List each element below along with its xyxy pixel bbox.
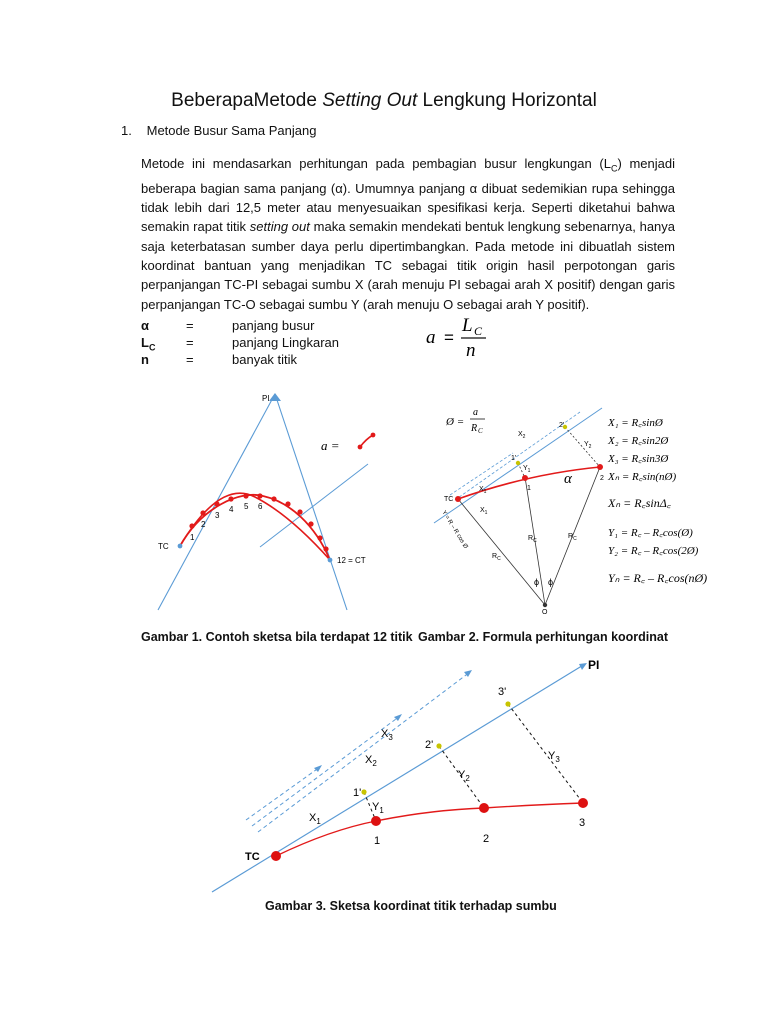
figure-3-sketch	[200, 655, 620, 900]
label-rc: $R_C$	[528, 535, 537, 544]
label-y1: $Y_1$	[372, 801, 384, 815]
center-point	[543, 603, 547, 607]
curve-point	[317, 535, 322, 540]
label-alpha: α	[564, 471, 572, 487]
formula-numerator-sub: C	[474, 324, 483, 338]
label-rc: $R_C$	[568, 533, 577, 542]
label-y1: $Y_1$	[523, 465, 531, 474]
formula-x1: X₁ = R꜀sinØ	[608, 417, 663, 429]
curve-point	[578, 798, 588, 808]
label-y3: $Y_3$	[548, 750, 560, 764]
formula-arc-length	[420, 310, 520, 362]
label-phi: ϕ	[548, 577, 554, 587]
point-label: 2	[483, 833, 490, 845]
tangent-point	[436, 743, 441, 748]
x3-arrow	[258, 672, 470, 832]
label-x1: $X_1$	[309, 812, 321, 826]
curve-point	[285, 501, 290, 506]
point-label: 4	[229, 505, 234, 514]
curve-point	[243, 493, 248, 498]
prime-label: 3'	[498, 686, 507, 698]
formula-equals: =	[444, 328, 454, 347]
label-x1: $X_1$	[479, 486, 487, 495]
phi-def-lhs: Ø =	[446, 416, 465, 428]
definition-text: panjang busur	[232, 318, 315, 333]
curve-point	[271, 496, 276, 501]
curve-point	[200, 510, 205, 515]
label-y2: $Y_2$	[458, 769, 470, 783]
label-point-1-prime: 1'	[511, 455, 517, 462]
label-y-axis: Y = R – R cos Ø	[440, 509, 469, 550]
point-label: 6	[258, 502, 263, 511]
tc-point	[178, 544, 183, 549]
y3-offset	[508, 704, 583, 803]
formula-denominator: n	[466, 340, 476, 361]
definition-equals: =	[186, 318, 194, 333]
y2-offset	[565, 427, 600, 467]
caption-figure-2: Gambar 2. Formula perhitungan koordinat	[418, 630, 669, 644]
prime-label: 1'	[353, 787, 362, 799]
definition-equals: =	[186, 352, 194, 367]
curve-point	[214, 501, 219, 506]
section-title: Metode Busur Sama Panjang	[146, 123, 317, 138]
point-label: 3	[215, 511, 220, 520]
curve-point	[228, 496, 233, 501]
curve-point	[308, 521, 313, 526]
alpha-arc-icon	[371, 433, 376, 438]
definition-symbol: $L_C$	[141, 335, 156, 353]
formula-x2: X₂ = R꜀sin2Ø	[608, 435, 669, 447]
pi-marker-icon	[269, 393, 281, 401]
caption-figure-3: Gambar 3. Sketsa koordinat titik terhadap sumbu	[265, 899, 557, 913]
formula-xn-delta: Xₙ = R꜀sinΔ꜀	[608, 496, 671, 510]
tangent-point	[505, 701, 510, 706]
section-heading	[121, 123, 316, 138]
formula-lhs: a	[426, 327, 436, 348]
formula-yn: Yₙ = R꜀ – R꜀cos(nØ)	[608, 571, 708, 585]
label-tc: TC	[245, 851, 260, 863]
formula-xn: Xₙ = R꜀sin(nØ)	[608, 471, 677, 483]
label-ct: 12 = CT	[337, 556, 366, 565]
formula-numerator: L	[462, 315, 473, 336]
label-point-2-prime: 2'	[559, 422, 565, 429]
label-y2: $Y_2$	[584, 441, 592, 450]
definition-symbol: α	[141, 318, 149, 333]
definition-text: banyak titik	[232, 352, 298, 367]
curve-point	[597, 464, 603, 470]
section-number: 1.	[121, 123, 132, 138]
tc-point	[455, 496, 461, 502]
formula-y1: Y₁ = R꜀ – R꜀cos(Ø)	[608, 527, 693, 539]
definition-equals: =	[186, 335, 194, 350]
curve-point	[323, 546, 328, 551]
label-phi: ϕ	[534, 577, 540, 587]
tangent-x-axis	[212, 664, 585, 892]
formula-y2: Y₂ = R꜀ – R꜀cos(2Ø)	[608, 545, 699, 557]
label-rc: $R_C$	[492, 553, 501, 562]
point-label: 2	[201, 520, 206, 529]
formula-x3: X₃ = R꜀sin3Ø	[608, 453, 669, 465]
phi-def-num: a	[473, 407, 478, 418]
label-x1: $X_1$	[480, 507, 488, 516]
curve-point	[189, 523, 194, 528]
label-tc: TC	[444, 496, 454, 503]
tangent-point	[361, 789, 366, 794]
label-point-2: 2	[600, 475, 604, 482]
body-paragraph: Metode ini mendasarkan perhitungan pada pembagian busur lengkungan $(L_C)$ menjadi beberapa bagian sama panjang (α). Umumnya panjang α dibuat sedemikian rupa sehingga tidak lebih dari 12,5 meter atau menyesuaikan spesifikasi kerja. Seperti diketahui bahwa semakin rapat titik setting out maka semakin mendekati bentuk lengkung sebenarnya, hanya saja keterbatasan sumber daya perlu dipertimbangkan. Pada metode ini dibuatlah sistem koordinat bantuan yang menjadikan TC sebagai titik origin hasil perpotongan garis perpanjangan TC-PI sebagai sumbu X (arah menuju PI sebagai arah X positif) dengan garis perpanjangan TC-O sebagai sumbu Y (arah menuju O sebagai arah Y positif).	[141, 156, 676, 312]
curve-point	[371, 816, 381, 826]
curve-point	[257, 493, 262, 498]
phi-def-den: R	[471, 423, 478, 434]
radius-line	[458, 499, 545, 605]
ct-point	[328, 558, 333, 563]
label-x2: $X_2$	[518, 431, 526, 440]
point-label: 1	[374, 835, 381, 847]
alpha-arc-icon	[358, 445, 363, 450]
label-point-1: 1	[527, 485, 531, 492]
phi-def-den-sub: C	[478, 427, 483, 435]
point-label: 1	[190, 533, 195, 542]
guide-line	[260, 464, 368, 547]
figure-1-sketch	[140, 385, 390, 625]
label-x3: $X_3$	[381, 728, 393, 742]
label-pi: PI	[262, 394, 270, 403]
alpha-arc-icon	[360, 435, 373, 447]
label-tc: TC	[158, 542, 169, 551]
label-pi: PI	[588, 658, 600, 672]
tangent-point	[516, 461, 520, 465]
curve-point	[479, 803, 489, 813]
definition-text: panjang Lingkaran	[232, 335, 339, 350]
alpha-legend-label: a =	[321, 438, 340, 453]
figure-2-sketch	[430, 400, 740, 615]
page-title: BeberapaMetode Setting Out Lengkung Horizontal	[171, 90, 597, 111]
point-label: 5	[244, 502, 249, 511]
prime-label: 2'	[425, 739, 434, 751]
curve-point	[297, 509, 302, 514]
caption-figure-1: Gambar 1. Contoh sketsa bila terdapat 12 titik	[141, 630, 413, 644]
point-label: 3	[579, 817, 586, 829]
tc-point	[271, 851, 281, 861]
curve-point	[522, 475, 528, 481]
definition-symbol: n	[141, 352, 149, 367]
tangent-line	[275, 394, 347, 610]
label-x2: $X_2$	[365, 754, 377, 768]
curve-arc	[276, 803, 586, 856]
label-o: O	[542, 609, 548, 615]
